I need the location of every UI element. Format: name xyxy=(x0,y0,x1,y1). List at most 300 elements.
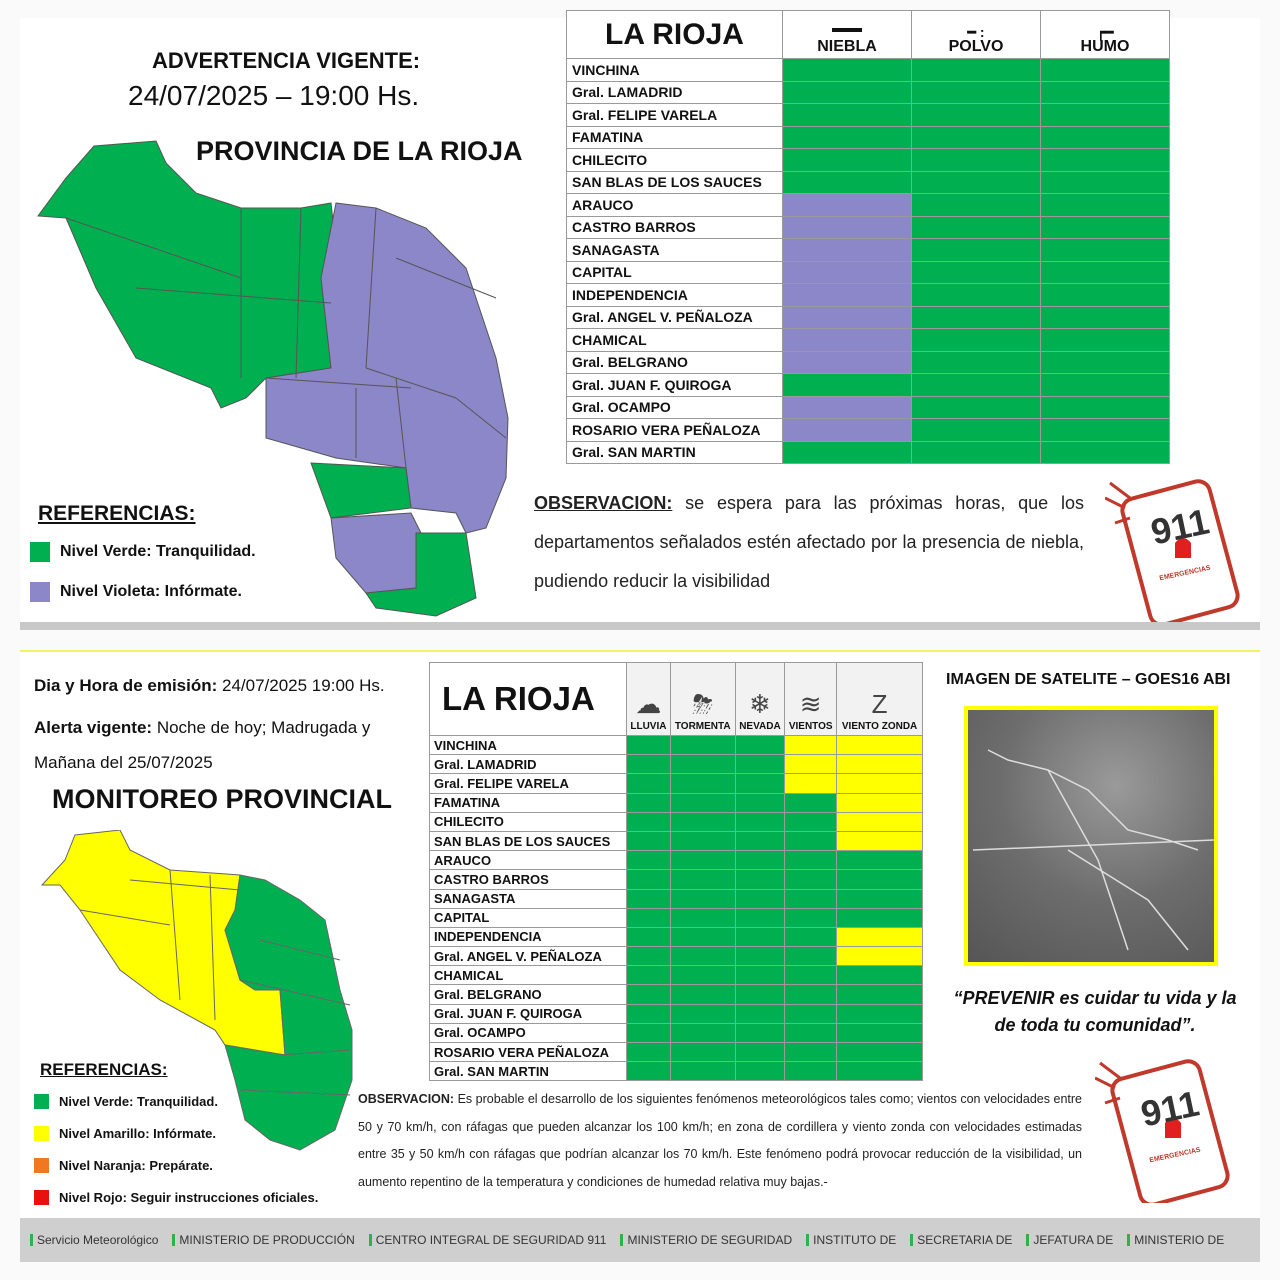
level-cell-green xyxy=(735,870,785,889)
level-cell-green xyxy=(912,239,1041,262)
level-cell-yellow xyxy=(837,755,923,774)
smoke-icon: ┍━ xyxy=(1096,24,1114,40)
emergency-label: EMERGENCIAS xyxy=(1148,1146,1202,1165)
sponsor-logo: MINISTERIO DE PRODUCCIÓN xyxy=(172,1234,354,1246)
sponsor-logo: CENTRO INTEGRAL DE SEGURIDAD 911 xyxy=(369,1234,607,1246)
level-cell-green xyxy=(785,870,837,889)
level-cell-green xyxy=(627,889,671,908)
column-label: POLVO xyxy=(948,38,1004,55)
level-cell-green xyxy=(670,908,735,927)
reference-label: Nivel Verde: Tranquilidad. xyxy=(59,1094,218,1109)
level-cell-green xyxy=(735,985,785,1004)
column-header xyxy=(785,663,837,736)
level-cell-green xyxy=(785,1004,837,1023)
level-cell-green xyxy=(670,870,735,889)
fog-dust-smoke-table xyxy=(566,10,1170,464)
level-cell-green xyxy=(627,908,671,927)
department-name: CHAMICAL xyxy=(430,966,627,985)
level-cell-green xyxy=(912,59,1041,82)
level-cell-green xyxy=(1041,306,1170,329)
slogan: “PREVENIR es cuidar tu vida y la de toda tu comunidad”. xyxy=(953,988,1237,1035)
column-header xyxy=(912,11,1041,59)
level-cell-green xyxy=(735,755,785,774)
department-name: Gral. SAN MARTIN xyxy=(430,1062,627,1081)
level-cell-green xyxy=(627,985,671,1004)
level-cell-green xyxy=(735,774,785,793)
level-cell-green xyxy=(670,736,735,755)
department-name: Gral. OCAMPO xyxy=(567,396,783,419)
level-cell-green xyxy=(670,966,735,985)
level-cell-green xyxy=(785,1043,837,1062)
department-name: INDEPENDENCIA xyxy=(567,284,783,307)
level-cell-green xyxy=(912,441,1041,464)
level-cell-green xyxy=(735,736,785,755)
level-cell-violet xyxy=(783,284,912,307)
level-cell-green xyxy=(783,81,912,104)
sponsor-logo: SECRETARIA DE xyxy=(910,1234,1012,1246)
references-list-top xyxy=(30,542,256,622)
table-row xyxy=(567,149,1170,172)
level-cell-green xyxy=(627,774,671,793)
alert xyxy=(34,710,404,780)
level-cell-yellow xyxy=(837,927,923,946)
sponsor-logo: INSTITUTO DE xyxy=(806,1234,896,1246)
level-cell-violet xyxy=(783,239,912,262)
table-row xyxy=(567,261,1170,284)
level-cell-green xyxy=(1041,329,1170,352)
reference-item xyxy=(30,542,256,562)
province-title: PROVINCIA DE LA RIOJA xyxy=(196,136,523,166)
table-row xyxy=(430,755,923,774)
level-cell-green xyxy=(627,755,671,774)
emission-value: 24/07/2025 19:00 Hs. xyxy=(217,676,385,695)
department-name: Gral. LAMADRID xyxy=(430,755,627,774)
department-name: INDEPENDENCIA xyxy=(430,927,627,946)
table-row xyxy=(567,329,1170,352)
level-cell-green xyxy=(627,1004,671,1023)
department-name: VINCHINA xyxy=(567,59,783,82)
emergency-911-icon xyxy=(1105,478,1245,608)
level-cell-green xyxy=(912,261,1041,284)
satellite-title: IMAGEN DE SATELITE – GOES16 ABI xyxy=(946,671,1231,688)
level-cell-green xyxy=(785,831,837,850)
rain-icon: ☁ xyxy=(635,689,662,719)
level-cell-green xyxy=(785,908,837,927)
level-cell-green xyxy=(783,171,912,194)
table-row xyxy=(567,374,1170,397)
department-name: Gral. JUAN F. QUIROGA xyxy=(567,374,783,397)
level-cell-violet xyxy=(783,261,912,284)
sponsor-logos-footer xyxy=(20,1218,1260,1262)
department-name: CHILECITO xyxy=(430,812,627,831)
level-cell-violet xyxy=(783,216,912,239)
zonda-icon: Z xyxy=(871,689,888,719)
level-cell-green xyxy=(1041,171,1170,194)
fog-icon xyxy=(783,28,911,32)
level-cell-green xyxy=(785,793,837,812)
references-title-text: REFERENCIAS xyxy=(38,502,189,525)
level-cell-green xyxy=(735,927,785,946)
alert-label: Alerta vigente: xyxy=(34,718,153,737)
table-row xyxy=(430,966,923,985)
color-swatch xyxy=(34,1094,49,1109)
level-cell-green xyxy=(670,1062,735,1081)
level-cell-green xyxy=(735,851,785,870)
level-cell-green xyxy=(735,1004,785,1023)
column-header xyxy=(1041,11,1170,59)
table-row xyxy=(567,284,1170,307)
table-row xyxy=(430,1043,923,1062)
monitor-title: MONITOREO PROVINCIAL xyxy=(52,784,393,814)
level-cell-green xyxy=(912,306,1041,329)
reference-label: Nivel Verde: Tranquilidad. xyxy=(60,543,256,560)
level-cell-violet xyxy=(783,329,912,352)
column-header xyxy=(735,663,785,736)
level-cell-green xyxy=(1041,419,1170,442)
department-name: Gral. ANGEL V. PEÑALOZA xyxy=(430,947,627,966)
level-cell-green xyxy=(912,329,1041,352)
level-cell-yellow xyxy=(837,736,923,755)
reference-item xyxy=(34,1190,318,1205)
level-cell-green xyxy=(627,736,671,755)
level-cell-green xyxy=(837,1062,923,1081)
column-label: VIENTOS xyxy=(788,721,833,732)
level-cell-violet xyxy=(783,396,912,419)
level-cell-green xyxy=(783,441,912,464)
department-name: CASTRO BARROS xyxy=(430,870,627,889)
department-name: SAN BLAS DE LOS SAUCES xyxy=(430,831,627,850)
emergency-number: 911 xyxy=(1147,500,1213,553)
table-row xyxy=(567,351,1170,374)
level-cell-green xyxy=(670,755,735,774)
table-row xyxy=(567,306,1170,329)
table-row xyxy=(567,126,1170,149)
table-row xyxy=(430,1023,923,1042)
department-name: Gral. FELIPE VARELA xyxy=(430,774,627,793)
level-cell-green xyxy=(785,889,837,908)
emergency-number: 911 xyxy=(1137,1082,1203,1135)
level-cell-green xyxy=(735,889,785,908)
level-cell-green xyxy=(785,1062,837,1081)
level-cell-green xyxy=(785,947,837,966)
level-cell-green xyxy=(670,1004,735,1023)
level-cell-green xyxy=(912,104,1041,127)
table-row xyxy=(430,793,923,812)
level-cell-violet xyxy=(783,306,912,329)
references-title-text: REFERENCIAS xyxy=(40,1060,162,1079)
level-cell-green xyxy=(785,1023,837,1042)
column-label: HUMO xyxy=(1080,38,1130,55)
satellite-borders xyxy=(968,710,1214,962)
table-row xyxy=(430,736,923,755)
level-cell-green xyxy=(627,966,671,985)
weather-phenomena-table xyxy=(429,662,923,1081)
department-name: Gral. OCAMPO xyxy=(430,1023,627,1042)
level-cell-green xyxy=(1041,441,1170,464)
table-row xyxy=(567,216,1170,239)
level-cell-green xyxy=(912,216,1041,239)
level-cell-green xyxy=(837,966,923,985)
sponsor-logo: JEFATURA DE xyxy=(1026,1234,1113,1246)
level-cell-yellow xyxy=(837,947,923,966)
table-row xyxy=(567,396,1170,419)
level-cell-green xyxy=(912,126,1041,149)
observation-bottom xyxy=(358,1086,1082,1196)
table-title-text: LA RIOJA xyxy=(442,680,595,717)
observation-text: Es probable el desarrollo de los siguientes fenómenos meteorológicos tales como; vientos con velocidades entre 50 y 70 km/h, con ráfagas que pueden alcanzar los 100 km/h; en zona de cordillera y viento zonda con velocidades estimadas entre 35 y 50 km/h con ráfagas que podrían alcanzar los 70 km/h. Este fenómeno podrá provocar reducción de la visibilidad, un aumento repentino de la temperatura y condiciones de humedad relativa muy bajas.- xyxy=(358,1092,1082,1189)
department-name: Gral. LAMADRID xyxy=(567,81,783,104)
department-name: SANAGASTA xyxy=(430,889,627,908)
table-title-text: LA RIOJA xyxy=(605,17,744,51)
reference-item xyxy=(34,1158,318,1173)
warning-title: ADVERTENCIA VIGENTE: xyxy=(152,48,421,73)
observation-label: OBSERVACION: xyxy=(358,1092,455,1106)
level-cell-violet xyxy=(783,351,912,374)
column-label: NIEBLA xyxy=(817,38,877,55)
level-cell-green xyxy=(670,1043,735,1062)
table-row xyxy=(430,812,923,831)
level-cell-green xyxy=(735,966,785,985)
column-header xyxy=(670,663,735,736)
level-cell-green xyxy=(735,947,785,966)
emission xyxy=(34,676,385,696)
reference-item xyxy=(34,1126,318,1141)
table-row xyxy=(430,985,923,1004)
department-name: Gral. ANGEL V. PEÑALOZA xyxy=(567,306,783,329)
level-cell-green xyxy=(1041,59,1170,82)
level-cell-green xyxy=(783,104,912,127)
department-name: Gral. FELIPE VARELA xyxy=(567,104,783,127)
observation-top xyxy=(534,484,1084,601)
table-row xyxy=(567,441,1170,464)
level-cell-green xyxy=(627,1043,671,1062)
level-cell-green xyxy=(670,1023,735,1042)
snow-icon: ❄ xyxy=(749,689,771,719)
level-cell-green xyxy=(735,908,785,927)
map-region-west xyxy=(38,141,336,408)
department-name: CHAMICAL xyxy=(567,329,783,352)
level-cell-green xyxy=(912,149,1041,172)
level-cell-yellow xyxy=(837,831,923,850)
table-row xyxy=(430,889,923,908)
level-cell-green xyxy=(783,374,912,397)
department-name: ROSARIO VERA PEÑALOZA xyxy=(567,419,783,442)
level-cell-green xyxy=(912,81,1041,104)
table-row xyxy=(567,171,1170,194)
level-cell-green xyxy=(785,927,837,946)
level-cell-green xyxy=(670,793,735,812)
table-row xyxy=(567,104,1170,127)
table-row xyxy=(567,419,1170,442)
column-header xyxy=(783,11,912,59)
department-name: SANAGASTA xyxy=(567,239,783,262)
department-name: CHILECITO xyxy=(567,149,783,172)
level-cell-green xyxy=(735,793,785,812)
department-name: Gral. BELGRANO xyxy=(567,351,783,374)
level-cell-green xyxy=(627,793,671,812)
department-name: CASTRO BARROS xyxy=(567,216,783,239)
reference-label: Nivel Amarillo: Infórmate. xyxy=(59,1126,216,1141)
dust-icon: ━ : xyxy=(967,24,985,40)
color-swatch xyxy=(34,1126,49,1141)
department-name: Gral. SAN MARTIN xyxy=(567,441,783,464)
level-cell-green xyxy=(670,851,735,870)
table-row xyxy=(567,194,1170,217)
column-label: NEVADA xyxy=(739,721,781,732)
level-cell-green xyxy=(670,927,735,946)
level-cell-green xyxy=(785,812,837,831)
level-cell-yellow xyxy=(837,774,923,793)
level-cell-green xyxy=(670,947,735,966)
sponsor-logo: Servicio Meteorológico xyxy=(30,1234,158,1246)
color-swatch xyxy=(30,542,50,562)
map-region-south-green xyxy=(311,463,411,518)
department-name: ARAUCO xyxy=(430,851,627,870)
emergency-label: EMERGENCIAS xyxy=(1158,564,1212,583)
table-title xyxy=(430,663,627,736)
reference-label: Nivel Rojo: Seguir instrucciones oficiales. xyxy=(59,1190,319,1205)
level-cell-green xyxy=(1041,351,1170,374)
color-swatch xyxy=(34,1190,49,1205)
level-cell-green xyxy=(627,851,671,870)
department-name: FAMATINA xyxy=(567,126,783,149)
column-label: LLUVIA xyxy=(630,721,667,732)
level-cell-green xyxy=(735,831,785,850)
level-cell-green xyxy=(837,908,923,927)
level-cell-violet xyxy=(783,419,912,442)
level-cell-green xyxy=(735,1023,785,1042)
level-cell-green xyxy=(1041,284,1170,307)
table-row xyxy=(567,239,1170,262)
table-row xyxy=(430,774,923,793)
level-cell-green xyxy=(783,59,912,82)
level-cell-green xyxy=(837,985,923,1004)
storm-icon: ⛈ xyxy=(692,689,714,719)
table-row xyxy=(430,870,923,889)
warning-datetime: 24/07/2025 – 19:00 Hs. xyxy=(128,80,420,111)
level-cell-green xyxy=(735,812,785,831)
table-title xyxy=(567,11,783,59)
level-cell-green xyxy=(670,812,735,831)
department-name: SAN BLAS DE LOS SAUCES xyxy=(567,171,783,194)
divider xyxy=(20,622,1260,630)
table-row xyxy=(430,831,923,850)
level-cell-green xyxy=(837,1023,923,1042)
level-cell-green xyxy=(1041,261,1170,284)
level-cell-violet xyxy=(783,194,912,217)
reference-item xyxy=(30,582,256,602)
level-cell-green xyxy=(1041,104,1170,127)
level-cell-green xyxy=(912,374,1041,397)
level-cell-green xyxy=(1041,81,1170,104)
level-cell-green xyxy=(837,851,923,870)
color-swatch xyxy=(30,582,50,602)
level-cell-green xyxy=(837,1043,923,1062)
column-label: VIENTO ZONDA xyxy=(841,721,918,732)
satellite-image xyxy=(964,706,1218,966)
level-cell-green xyxy=(837,1004,923,1023)
department-name: CAPITAL xyxy=(567,261,783,284)
reference-label: Nivel Violeta: Infórmate. xyxy=(60,583,242,600)
level-cell-green xyxy=(670,831,735,850)
department-name: ARAUCO xyxy=(567,194,783,217)
emission-label: Dia y Hora de emisión: xyxy=(34,676,218,695)
table-row xyxy=(567,59,1170,82)
table-row xyxy=(430,927,923,946)
level-cell-green xyxy=(627,927,671,946)
level-cell-green xyxy=(1041,374,1170,397)
level-cell-green xyxy=(1041,396,1170,419)
level-cell-green xyxy=(837,870,923,889)
level-cell-yellow xyxy=(837,812,923,831)
alert-value: Noche de hoy; Madrugada y Mañana del 25/07/2025 xyxy=(34,718,371,772)
level-cell-green xyxy=(627,1062,671,1081)
table-row xyxy=(430,1004,923,1023)
department-name: VINCHINA xyxy=(430,736,627,755)
level-cell-green xyxy=(837,889,923,908)
level-cell-green xyxy=(627,1023,671,1042)
level-cell-yellow xyxy=(785,755,837,774)
level-cell-green xyxy=(1041,149,1170,172)
level-cell-green xyxy=(912,284,1041,307)
department-name: CAPITAL xyxy=(430,908,627,927)
column-header xyxy=(627,663,671,736)
level-cell-green xyxy=(783,126,912,149)
column-header xyxy=(837,663,923,736)
sponsor-logo: MINISTERIO DE SEGURIDAD xyxy=(620,1234,792,1246)
level-cell-green xyxy=(735,1062,785,1081)
color-swatch xyxy=(34,1158,49,1173)
level-cell-green xyxy=(627,947,671,966)
level-cell-green xyxy=(783,149,912,172)
table-row xyxy=(430,908,923,927)
level-cell-green xyxy=(912,351,1041,374)
department-name: FAMATINA xyxy=(430,793,627,812)
sponsor-logo: MINISTERIO DE xyxy=(1127,1234,1224,1246)
level-cell-green xyxy=(1041,194,1170,217)
table-row xyxy=(430,851,923,870)
level-cell-green xyxy=(785,966,837,985)
level-cell-yellow xyxy=(785,774,837,793)
level-cell-green xyxy=(627,831,671,850)
reference-item xyxy=(34,1094,318,1109)
level-cell-green xyxy=(670,889,735,908)
level-cell-green xyxy=(735,1043,785,1062)
references-title-bottom: REFERENCIAS: xyxy=(40,1060,168,1079)
department-name: Gral. JUAN F. QUIROGA xyxy=(430,1004,627,1023)
department-name: ROSARIO VERA PEÑALOZA xyxy=(430,1043,627,1062)
level-cell-green xyxy=(912,419,1041,442)
level-cell-green xyxy=(912,194,1041,217)
level-cell-green xyxy=(912,171,1041,194)
observation-label: OBSERVACION: xyxy=(534,493,673,513)
column-label: TORMENTA xyxy=(674,721,731,732)
department-name: Gral. BELGRANO xyxy=(430,985,627,1004)
level-cell-green xyxy=(785,985,837,1004)
references-title-top: REFERENCIAS: xyxy=(38,502,196,525)
level-cell-green xyxy=(1041,239,1170,262)
level-cell-yellow xyxy=(785,736,837,755)
reference-label: Nivel Naranja: Prepárate. xyxy=(59,1158,213,1173)
wind-icon: ≋ xyxy=(799,689,822,719)
level-cell-green xyxy=(1041,126,1170,149)
level-cell-green xyxy=(670,985,735,1004)
observation-text: se espera para las próximas horas, que los departamentos señalados estén afectado por la presencia de niebla, pudiendo reducir la visibilidad xyxy=(534,493,1084,591)
level-cell-green xyxy=(670,774,735,793)
level-cell-green xyxy=(1041,216,1170,239)
table-row xyxy=(430,1062,923,1081)
map-region-south-violet xyxy=(331,513,421,593)
